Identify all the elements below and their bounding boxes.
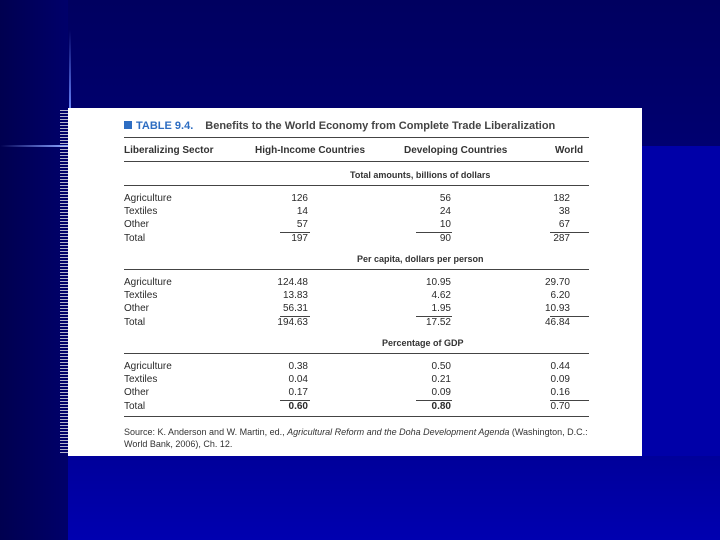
row-sector: Agriculture: [124, 193, 172, 204]
row-sector: Total: [124, 317, 146, 328]
row-dev-value: 0.21: [431, 374, 451, 385]
row-high-value: 13.83: [282, 290, 308, 301]
source-book-title: Agricultural Reform and the Doha Development Agenda: [287, 427, 510, 437]
row-sector: Other: [124, 219, 150, 230]
row-world-value: 287: [553, 233, 570, 244]
background-left-strip: [0, 0, 68, 540]
table-bottom-rule: [124, 416, 589, 417]
row-world-value: 6.20: [550, 290, 570, 301]
header-world: World: [555, 145, 584, 156]
background-bottom-band: [68, 456, 720, 540]
row-high-value: 197: [291, 233, 308, 244]
row-world-value: 0.09: [550, 374, 570, 385]
row-high-value: 0.04: [288, 374, 308, 385]
row-world-value: 38: [558, 206, 570, 217]
row-high-value: 126: [291, 193, 308, 204]
row-sector: Agriculture: [124, 361, 172, 372]
table-caption: Benefits to the World Economy from Complete Trade Liberalization: [205, 120, 556, 132]
title-rule: [124, 137, 589, 138]
section-heading-gdp: Percentage of GDP: [382, 338, 464, 348]
row-sector: Agriculture: [124, 277, 172, 288]
row-high-value: 0.38: [288, 361, 308, 372]
section-heading-per-capita: Per capita, dollars per person: [357, 254, 484, 264]
header-high-income: High-Income Countries: [255, 145, 366, 156]
row-high-value: 194.63: [277, 317, 308, 328]
header-sector: Liberalizing Sector: [124, 145, 214, 156]
row-dev-value: 90: [439, 233, 451, 244]
table-panel: [68, 108, 642, 456]
row-high-value: 14: [296, 206, 308, 217]
header-developing: Developing Countries: [404, 145, 508, 156]
row-world-value: 29.70: [544, 277, 570, 288]
row-sector: Total: [124, 401, 146, 412]
row-high-value: 0.17: [288, 387, 308, 398]
row-dev-value: 17.52: [425, 317, 451, 328]
row-dev-value: 24: [439, 206, 451, 217]
row-sector: Textiles: [124, 290, 158, 301]
row-sector: Other: [124, 387, 150, 398]
row-world-value: 182: [553, 193, 570, 204]
source-suffix: (Washington, D.C.: World Bank, 2006), Ch. 12.: [124, 427, 588, 449]
row-high-value: 0.60: [288, 401, 308, 412]
row-high-value: 124.48: [277, 277, 308, 288]
source-note: [124, 426, 594, 450]
row-world-value: 0.44: [550, 361, 570, 372]
source-prefix: Source: K. Anderson and W. Martin, ed.,: [124, 427, 288, 437]
row-dev-value: 1.95: [431, 303, 451, 314]
table-title: [124, 120, 644, 134]
row-dev-value: 4.62: [431, 290, 451, 301]
header-rule: [124, 161, 589, 162]
section-heading-total-amounts: Total amounts, billions of dollars: [350, 170, 491, 180]
section-rule: [124, 269, 589, 270]
row-dev-value: 10: [439, 219, 451, 230]
row-world-value: 0.70: [550, 401, 570, 412]
row-sector: Textiles: [124, 206, 158, 217]
row-sector: Total: [124, 233, 146, 244]
row-dev-value: 10.95: [425, 277, 451, 288]
row-dev-value: 0.50: [431, 361, 451, 372]
row-world-value: 10.93: [544, 303, 570, 314]
row-sector: Other: [124, 303, 150, 314]
row-world-value: 0.16: [550, 387, 570, 398]
row-dev-value: 0.80: [431, 401, 451, 412]
section-rule: [124, 185, 589, 186]
row-high-value: 57: [296, 219, 308, 230]
row-sector: Textiles: [124, 374, 158, 385]
section-rule: [124, 353, 589, 354]
row-dev-value: 56: [439, 193, 451, 204]
row-high-value: 56.31: [282, 303, 308, 314]
row-world-value: 67: [558, 219, 570, 230]
row-dev-value: 0.09: [431, 387, 451, 398]
row-world-value: 46.84: [544, 317, 570, 328]
square-bullet-icon: [124, 121, 132, 129]
table-label: TABLE 9.4.: [136, 120, 194, 132]
